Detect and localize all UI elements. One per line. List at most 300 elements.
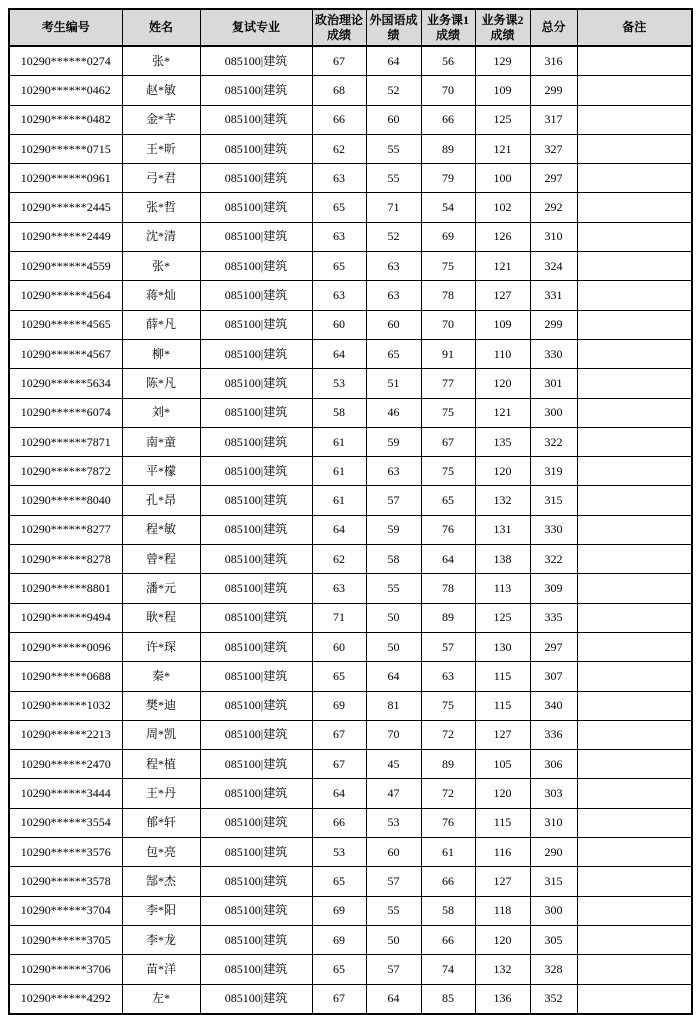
col-header-politics-score: 政治理论成绩 [312,9,366,46]
cell-course1-score: 78 [421,281,475,310]
cell-foreign-language-score: 63 [366,281,421,310]
cell-politics-score: 58 [312,398,366,427]
cell-major: 085100|建筑 [200,545,312,574]
cell-major: 085100|建筑 [200,105,312,134]
cell-foreign-language-score: 47 [366,779,421,808]
cell-course1-score: 85 [421,984,475,1014]
cell-course2-score: 120 [475,457,530,486]
cell-remarks [577,193,692,222]
cell-foreign-language-score: 55 [366,164,421,193]
cell-foreign-language-score: 46 [366,398,421,427]
cell-politics-score: 65 [312,193,366,222]
cell-course1-score: 58 [421,896,475,925]
cell-total-score: 327 [530,134,577,163]
cell-course2-score: 127 [475,867,530,896]
cell-course1-score: 77 [421,369,475,398]
cell-total-score: 301 [530,369,577,398]
cell-remarks [577,779,692,808]
cell-foreign-language-score: 57 [366,867,421,896]
cell-course1-score: 67 [421,427,475,456]
cell-course1-score: 70 [421,310,475,339]
cell-foreign-language-score: 60 [366,838,421,867]
cell-total-score: 335 [530,603,577,632]
cell-major: 085100|建筑 [200,427,312,456]
cell-remarks [577,662,692,691]
cell-candidate-id: 10290******2213 [9,720,122,749]
cell-name: 赵*敏 [122,76,200,105]
cell-name: 苗*洋 [122,955,200,984]
cell-total-score: 309 [530,574,577,603]
cell-total-score: 307 [530,662,577,691]
cell-course2-score: 113 [475,574,530,603]
table-row [9,720,692,749]
table-row [9,193,692,222]
cell-name: 郜*杰 [122,867,200,896]
cell-total-score: 317 [530,105,577,134]
cell-politics-score: 65 [312,252,366,281]
cell-name: 弓*君 [122,164,200,193]
cell-major: 085100|建筑 [200,750,312,779]
cell-name: 李*龙 [122,925,200,954]
cell-politics-score: 61 [312,486,366,515]
table-row [9,398,692,427]
cell-politics-score: 64 [312,339,366,368]
cell-total-score: 328 [530,955,577,984]
cell-candidate-id: 10290******8277 [9,515,122,544]
cell-foreign-language-score: 50 [366,632,421,661]
cell-politics-score: 69 [312,925,366,954]
cell-course1-score: 72 [421,720,475,749]
cell-remarks [577,398,692,427]
cell-remarks [577,486,692,515]
table-row [9,252,692,281]
cell-candidate-id: 10290******4564 [9,281,122,310]
cell-total-score: 322 [530,427,577,456]
table-row [9,164,692,193]
cell-foreign-language-score: 60 [366,310,421,339]
table-row [9,134,692,163]
cell-foreign-language-score: 55 [366,896,421,925]
table-row [9,867,692,896]
cell-major: 085100|建筑 [200,164,312,193]
cell-politics-score: 60 [312,310,366,339]
cell-course1-score: 89 [421,134,475,163]
cell-remarks [577,632,692,661]
cell-foreign-language-score: 59 [366,515,421,544]
cell-candidate-id: 10290******7871 [9,427,122,456]
cell-remarks [577,427,692,456]
cell-total-score: 319 [530,457,577,486]
cell-total-score: 352 [530,984,577,1014]
table-row [9,281,692,310]
table-row [9,515,692,544]
cell-name: 包*亮 [122,838,200,867]
cell-name: 王*昕 [122,134,200,163]
cell-foreign-language-score: 50 [366,925,421,954]
cell-candidate-id: 10290******2445 [9,193,122,222]
cell-total-score: 297 [530,632,577,661]
cell-major: 085100|建筑 [200,76,312,105]
cell-course1-score: 75 [421,398,475,427]
cell-name: 平*檬 [122,457,200,486]
cell-politics-score: 63 [312,574,366,603]
cell-remarks [577,896,692,925]
cell-politics-score: 64 [312,515,366,544]
cell-foreign-language-score: 55 [366,574,421,603]
table-row [9,339,692,368]
cell-remarks [577,925,692,954]
cell-name: 孔*昂 [122,486,200,515]
cell-course1-score: 63 [421,662,475,691]
table-row [9,222,692,251]
cell-course2-score: 110 [475,339,530,368]
cell-name: 金*芊 [122,105,200,134]
cell-total-score: 316 [530,46,577,76]
cell-foreign-language-score: 57 [366,486,421,515]
cell-course2-score: 109 [475,310,530,339]
cell-major: 085100|建筑 [200,838,312,867]
cell-course2-score: 130 [475,632,530,661]
cell-major: 085100|建筑 [200,955,312,984]
cell-remarks [577,310,692,339]
cell-candidate-id: 10290******4565 [9,310,122,339]
cell-remarks [577,603,692,632]
table-row [9,955,692,984]
cell-course1-score: 76 [421,515,475,544]
score-table [8,8,693,1015]
cell-course1-score: 79 [421,164,475,193]
cell-name: 曾*程 [122,545,200,574]
cell-candidate-id: 10290******6074 [9,398,122,427]
cell-course1-score: 66 [421,925,475,954]
cell-course1-score: 75 [421,457,475,486]
cell-name: 沈*清 [122,222,200,251]
cell-name: 薛*凡 [122,310,200,339]
cell-course2-score: 100 [475,164,530,193]
cell-foreign-language-score: 59 [366,427,421,456]
cell-major: 085100|建筑 [200,984,312,1014]
cell-remarks [577,369,692,398]
table-row [9,691,692,720]
cell-candidate-id: 10290******2470 [9,750,122,779]
cell-remarks [577,339,692,368]
cell-foreign-language-score: 51 [366,369,421,398]
cell-course2-score: 121 [475,252,530,281]
cell-remarks [577,984,692,1014]
cell-course1-score: 75 [421,252,475,281]
cell-major: 085100|建筑 [200,925,312,954]
col-header-major: 复试专业 [200,9,312,46]
cell-foreign-language-score: 53 [366,808,421,837]
cell-course2-score: 125 [475,105,530,134]
cell-course2-score: 138 [475,545,530,574]
cell-name: 樊*迪 [122,691,200,720]
cell-major: 085100|建筑 [200,46,312,76]
cell-major: 085100|建筑 [200,134,312,163]
cell-major: 085100|建筑 [200,398,312,427]
cell-course2-score: 120 [475,369,530,398]
cell-remarks [577,574,692,603]
cell-course1-score: 64 [421,545,475,574]
cell-name: 柳* [122,339,200,368]
cell-course2-score: 127 [475,720,530,749]
cell-major: 085100|建筑 [200,720,312,749]
cell-total-score: 310 [530,808,577,837]
cell-remarks [577,281,692,310]
cell-course2-score: 127 [475,281,530,310]
cell-total-score: 331 [530,281,577,310]
table-row [9,896,692,925]
cell-remarks [577,46,692,76]
cell-foreign-language-score: 71 [366,193,421,222]
cell-remarks [577,838,692,867]
cell-candidate-id: 10290******8801 [9,574,122,603]
cell-candidate-id: 10290******4567 [9,339,122,368]
col-header-name: 姓名 [122,9,200,46]
cell-name: 周*凯 [122,720,200,749]
cell-major: 085100|建筑 [200,691,312,720]
cell-politics-score: 60 [312,632,366,661]
table-row [9,486,692,515]
cell-candidate-id: 10290******3578 [9,867,122,896]
cell-major: 085100|建筑 [200,662,312,691]
table-body [9,46,692,1014]
cell-major: 085100|建筑 [200,779,312,808]
cell-remarks [577,720,692,749]
cell-total-score: 303 [530,779,577,808]
table-row [9,662,692,691]
col-header-course1-score: 业务课1成绩 [421,9,475,46]
cell-remarks [577,515,692,544]
col-header-candidate-id: 考生编号 [9,9,122,46]
cell-total-score: 322 [530,545,577,574]
cell-foreign-language-score: 70 [366,720,421,749]
cell-candidate-id: 10290******0096 [9,632,122,661]
cell-politics-score: 65 [312,867,366,896]
cell-candidate-id: 10290******0274 [9,46,122,76]
cell-name: 张* [122,252,200,281]
cell-name: 刘* [122,398,200,427]
cell-course2-score: 136 [475,984,530,1014]
cell-total-score: 315 [530,486,577,515]
cell-politics-score: 67 [312,750,366,779]
cell-foreign-language-score: 60 [366,105,421,134]
cell-course1-score: 54 [421,193,475,222]
cell-candidate-id: 10290******0961 [9,164,122,193]
cell-major: 085100|建筑 [200,486,312,515]
cell-course1-score: 65 [421,486,475,515]
cell-major: 085100|建筑 [200,369,312,398]
cell-politics-score: 67 [312,720,366,749]
table-row [9,427,692,456]
cell-course1-score: 89 [421,603,475,632]
cell-politics-score: 61 [312,457,366,486]
cell-major: 085100|建筑 [200,310,312,339]
cell-major: 085100|建筑 [200,222,312,251]
cell-foreign-language-score: 52 [366,222,421,251]
cell-major: 085100|建筑 [200,457,312,486]
table-row [9,46,692,76]
table-row [9,310,692,339]
cell-politics-score: 53 [312,369,366,398]
cell-course1-score: 66 [421,867,475,896]
cell-candidate-id: 10290******0688 [9,662,122,691]
cell-major: 085100|建筑 [200,867,312,896]
cell-course1-score: 89 [421,750,475,779]
cell-politics-score: 66 [312,105,366,134]
table-row [9,105,692,134]
cell-course2-score: 132 [475,955,530,984]
cell-course1-score: 74 [421,955,475,984]
table-row [9,76,692,105]
cell-name: 王*丹 [122,779,200,808]
cell-course1-score: 66 [421,105,475,134]
cell-course2-score: 121 [475,398,530,427]
cell-major: 085100|建筑 [200,603,312,632]
cell-remarks [577,164,692,193]
cell-name: 张*哲 [122,193,200,222]
table-row [9,925,692,954]
cell-foreign-language-score: 63 [366,457,421,486]
cell-foreign-language-score: 64 [366,984,421,1014]
cell-politics-score: 67 [312,984,366,1014]
cell-remarks [577,750,692,779]
cell-remarks [577,457,692,486]
col-header-total-score: 总分 [530,9,577,46]
cell-foreign-language-score: 64 [366,46,421,76]
cell-course2-score: 135 [475,427,530,456]
cell-candidate-id: 10290******3576 [9,838,122,867]
cell-candidate-id: 10290******2449 [9,222,122,251]
col-header-foreign-language-score: 外国语成绩 [366,9,421,46]
cell-name: 许*琛 [122,632,200,661]
cell-name: 张* [122,46,200,76]
cell-foreign-language-score: 57 [366,955,421,984]
cell-foreign-language-score: 58 [366,545,421,574]
cell-total-score: 300 [530,896,577,925]
cell-course2-score: 121 [475,134,530,163]
cell-major: 085100|建筑 [200,339,312,368]
cell-course2-score: 129 [475,46,530,76]
cell-course1-score: 72 [421,779,475,808]
cell-course2-score: 115 [475,808,530,837]
table-row [9,369,692,398]
cell-course1-score: 75 [421,691,475,720]
cell-total-score: 299 [530,310,577,339]
cell-remarks [577,252,692,281]
cell-foreign-language-score: 81 [366,691,421,720]
cell-course1-score: 61 [421,838,475,867]
cell-foreign-language-score: 55 [366,134,421,163]
cell-major: 085100|建筑 [200,281,312,310]
cell-politics-score: 63 [312,281,366,310]
cell-foreign-language-score: 45 [366,750,421,779]
cell-total-score: 305 [530,925,577,954]
cell-course1-score: 70 [421,76,475,105]
cell-remarks [577,134,692,163]
cell-name: 蒋*灿 [122,281,200,310]
cell-course2-score: 120 [475,925,530,954]
cell-politics-score: 69 [312,691,366,720]
cell-major: 085100|建筑 [200,896,312,925]
cell-remarks [577,867,692,896]
table-row [9,457,692,486]
cell-candidate-id: 10290******8278 [9,545,122,574]
cell-course1-score: 69 [421,222,475,251]
cell-politics-score: 66 [312,808,366,837]
cell-name: 左* [122,984,200,1014]
cell-politics-score: 69 [312,896,366,925]
cell-politics-score: 64 [312,779,366,808]
cell-candidate-id: 10290******8040 [9,486,122,515]
table-row [9,750,692,779]
cell-name: 耿*程 [122,603,200,632]
cell-candidate-id: 10290******3706 [9,955,122,984]
cell-politics-score: 53 [312,838,366,867]
cell-candidate-id: 10290******4292 [9,984,122,1014]
cell-total-score: 330 [530,515,577,544]
cell-major: 085100|建筑 [200,193,312,222]
cell-name: 李*阳 [122,896,200,925]
cell-candidate-id: 10290******7872 [9,457,122,486]
table-row [9,603,692,632]
cell-course2-score: 116 [475,838,530,867]
cell-name: 郁*轩 [122,808,200,837]
cell-candidate-id: 10290******9494 [9,603,122,632]
cell-remarks [577,105,692,134]
cell-total-score: 306 [530,750,577,779]
cell-major: 085100|建筑 [200,632,312,661]
cell-name: 潘*元 [122,574,200,603]
cell-name: 秦* [122,662,200,691]
cell-course1-score: 76 [421,808,475,837]
cell-course2-score: 131 [475,515,530,544]
cell-politics-score: 71 [312,603,366,632]
cell-course1-score: 57 [421,632,475,661]
cell-candidate-id: 10290******3554 [9,808,122,837]
cell-politics-score: 65 [312,662,366,691]
col-header-course2-score: 业务课2成绩 [475,9,530,46]
table-row [9,545,692,574]
cell-total-score: 315 [530,867,577,896]
cell-total-score: 340 [530,691,577,720]
cell-course2-score: 125 [475,603,530,632]
cell-major: 085100|建筑 [200,808,312,837]
cell-course1-score: 91 [421,339,475,368]
cell-course1-score: 56 [421,46,475,76]
table-row [9,574,692,603]
cell-politics-score: 62 [312,134,366,163]
cell-remarks [577,76,692,105]
table-row [9,838,692,867]
cell-candidate-id: 10290******0482 [9,105,122,134]
cell-remarks [577,222,692,251]
cell-major: 085100|建筑 [200,574,312,603]
cell-major: 085100|建筑 [200,252,312,281]
cell-foreign-language-score: 52 [366,76,421,105]
cell-candidate-id: 10290******4559 [9,252,122,281]
cell-course2-score: 105 [475,750,530,779]
cell-candidate-id: 10290******5634 [9,369,122,398]
cell-candidate-id: 10290******0462 [9,76,122,105]
cell-politics-score: 65 [312,955,366,984]
table-row [9,632,692,661]
cell-politics-score: 62 [312,545,366,574]
cell-course2-score: 126 [475,222,530,251]
cell-name: 陈*凡 [122,369,200,398]
cell-foreign-language-score: 50 [366,603,421,632]
cell-total-score: 292 [530,193,577,222]
